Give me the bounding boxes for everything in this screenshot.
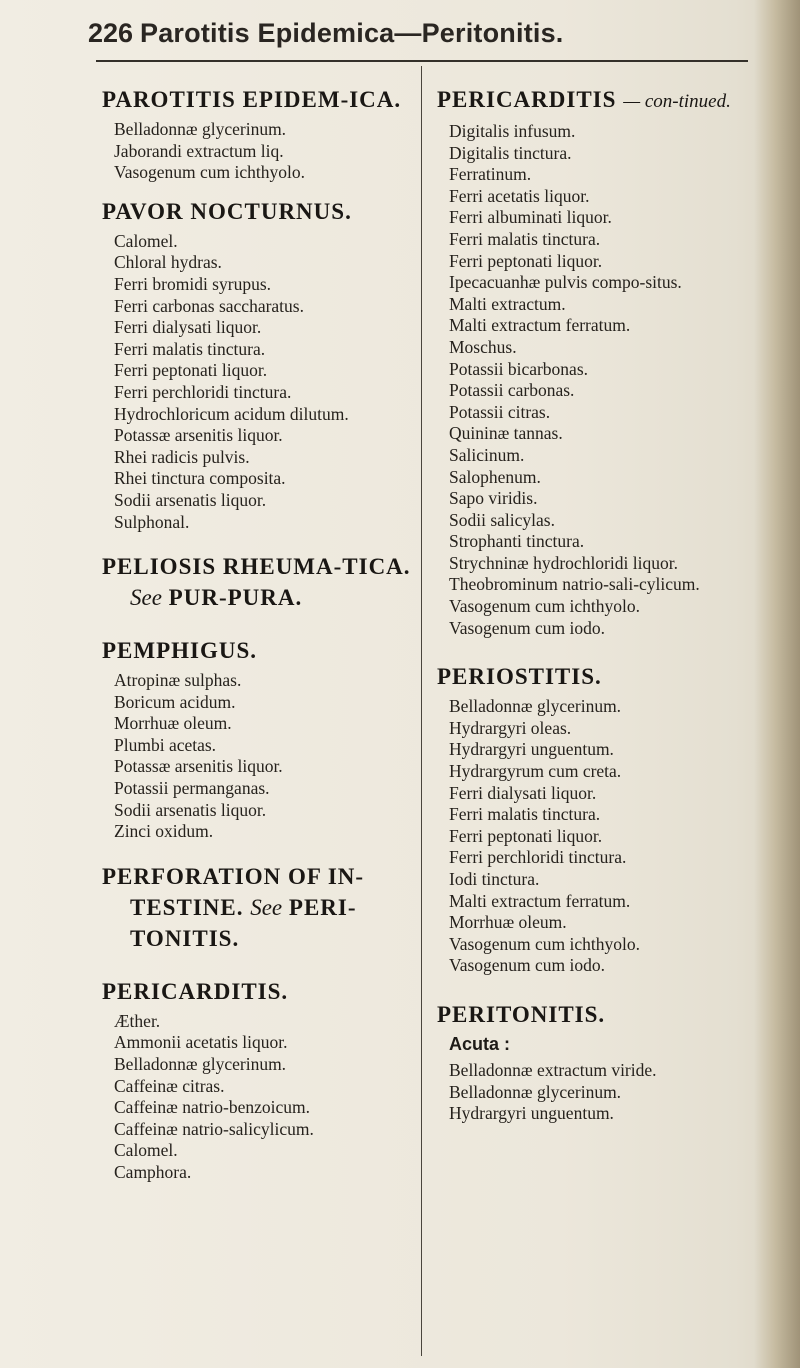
remedy-item: Rhei radicis pulvis. [114, 446, 250, 467]
remedy-item: Salophenum. [449, 466, 541, 487]
remedy-item: Hydrargyri oleas. [449, 717, 572, 738]
remedy-item: Quininæ tannas. [449, 423, 563, 444]
entry-pavor-nocturnus [102, 196, 412, 533]
remedy-item: Iodi tinctura. [449, 869, 540, 889]
entry-heading: PEMPHIGUS. [102, 638, 258, 664]
remedy-item: Plumbi acetas. [114, 734, 217, 755]
remedy-item: Rhei tinctura composita. [114, 468, 286, 489]
remedy-item: Vasogenum cum ichthyolo. [449, 933, 641, 954]
see-reference: See [130, 585, 162, 611]
entry-peritonitis [437, 999, 757, 1125]
remedy-item: Morrhuæ oleum. [114, 713, 232, 734]
remedy-item: Sapo viridis. [449, 488, 538, 509]
remedy-item: Malti extractum. [449, 293, 566, 314]
remedy-item: Moschus. [449, 336, 517, 357]
remedy-item: Æther. [114, 1010, 161, 1031]
remedy-item: Strophanti tinctura. [449, 531, 585, 552]
remedy-item: Potassii citras. [449, 401, 551, 422]
remedy-item: Sulphonal. [114, 511, 190, 532]
remedy-item: Potassæ arsenitis liquor. [114, 756, 283, 777]
remedy-item: Ferri malatis tinctura. [114, 338, 266, 359]
remedy-item: Belladonnæ glycerinum. [114, 119, 287, 139]
remedy-item: Atropinæ sulphas. [114, 670, 242, 691]
entry-heading-text: PERICARDITIS [437, 87, 617, 112]
entry-heading [437, 84, 757, 117]
remedy-item: Ferri acetatis liquor. [449, 185, 590, 206]
entry-heading-text: PELIOSIS RHEUMA-TICA. [102, 554, 411, 580]
remedy-item: Jaborandi extractum liq. [114, 140, 284, 161]
right-column [437, 84, 757, 1125]
entry-heading [102, 861, 412, 954]
entry-heading: PERIOSTITIS. [437, 664, 602, 690]
remedy-item: Vasogenum cum ichthyolo. [449, 596, 641, 617]
remedy-item: Vasogenum cum iodo. [449, 617, 606, 638]
column-divider [421, 66, 422, 1356]
remedy-list [437, 696, 757, 977]
remedy-item: Camphora. [114, 1162, 192, 1182]
see-target: PERI-TONITIS. [130, 894, 357, 951]
header-rule [96, 60, 748, 62]
remedy-item: Calomel. [114, 230, 178, 251]
remedy-item: Zinci oxidum. [114, 821, 214, 842]
remedy-item: Ferri peptonati liquor. [449, 825, 603, 846]
remedy-item: Theobrominum natrio-sali-cylicum. [449, 574, 700, 595]
entry-heading: PERICARDITIS. [102, 978, 289, 1004]
entry-periostitis [437, 661, 757, 977]
remedy-item: Ammonii acetatis liquor. [114, 1032, 288, 1053]
remedy-item: Potassii carbonas. [449, 380, 575, 401]
remedy-item: Ferri perchloridi tinctura. [114, 381, 292, 402]
remedy-item: Chloral hydras. [114, 252, 222, 273]
entry-perforation-of-intestine [102, 861, 412, 954]
remedy-item: Hydrargyrum cum creta. [449, 761, 622, 782]
remedy-list [102, 231, 412, 533]
entry-heading: PAVOR NOCTURNUS. [102, 198, 352, 224]
remedy-list [437, 121, 757, 639]
remedy-list [102, 670, 412, 843]
left-column [102, 84, 412, 1184]
remedy-item: Sodii arsenatis liquor. [114, 799, 267, 820]
remedy-item: Malti extractum ferratum. [449, 890, 631, 911]
entry-heading [102, 551, 412, 613]
remedy-item: Morrhuæ oleum. [449, 912, 567, 933]
remedy-item: Belladonnæ extractum viride. [449, 1059, 657, 1080]
remedy-item: Potassii permanganas. [114, 778, 270, 799]
remedy-item: Ipecacuanhæ pulvis compo-situs. [449, 272, 682, 293]
remedy-item: Ferri bromidi syrupus. [114, 273, 272, 294]
remedy-item: Ferri dialysati liquor. [449, 782, 597, 803]
running-title: Parotitis Epidemica—Peritonitis. [140, 18, 564, 48]
entry-heading: PAROTITIS EPIDEM-ICA. [102, 87, 402, 112]
entry-subheading: Acuta : [449, 1033, 511, 1054]
remedy-item: Strychninæ hydrochloridi liquor. [449, 552, 678, 573]
remedy-item: Calomel. [114, 1140, 178, 1161]
remedy-item: Sodii arsenatis liquor. [114, 489, 267, 510]
remedy-item: Ferri carbonas saccharatus. [114, 295, 304, 316]
see-target: PUR-PURA. [168, 585, 303, 611]
remedy-item: Ferratinum. [449, 164, 532, 185]
entry-heading: PERITONITIS. [437, 1001, 606, 1027]
remedy-item: Salicinum. [449, 444, 525, 465]
entry-heading-text: PERFORATION OF IN-TESTINE. [102, 863, 365, 920]
remedy-item: Ferri perchloridi tinctura. [449, 847, 627, 868]
remedy-item: Belladonnæ glycerinum. [449, 1081, 622, 1102]
remedy-item: Boricum acidum. [114, 691, 236, 712]
entry-parotitis [102, 84, 412, 184]
remedy-item: Ferri peptonati liquor. [114, 360, 268, 381]
remedy-item: Hydrargyri unguentum. [449, 739, 614, 760]
remedy-item: Potassii bicarbonas. [449, 358, 589, 379]
remedy-item: Ferri malatis tinctura. [449, 804, 601, 825]
remedy-item: Ferri malatis tinctura. [449, 228, 601, 249]
remedy-item: Hydrochloricum acidum dilutum. [114, 403, 349, 424]
page-number: 226 [88, 18, 134, 48]
remedy-list [437, 1060, 757, 1125]
remedy-item: Malti extractum ferratum. [449, 315, 631, 336]
remedy-item: Potassæ arsenitis liquor. [114, 425, 283, 446]
remedy-item: Digitalis tinctura. [449, 142, 572, 163]
remedy-item: Vasogenum cum ichthyolo. [114, 162, 306, 183]
continued-label: — con-tinued. [623, 91, 731, 112]
remedy-item: Ferri dialysati liquor. [114, 317, 262, 338]
remedy-item: Belladonnæ glycerinum. [114, 1054, 287, 1075]
remedy-list [102, 119, 412, 184]
remedy-list [102, 1011, 412, 1184]
entry-pericarditis [102, 976, 412, 1184]
remedy-item: Ferri albuminati liquor. [449, 207, 612, 228]
entry-peliosis-rheumatica [102, 551, 412, 613]
remedy-item: Caffeinæ citras. [114, 1075, 225, 1096]
remedy-item: Caffeinæ natrio-salicylicum. [114, 1118, 314, 1139]
entry-pemphigus [102, 635, 412, 843]
page-edge-shadow [754, 0, 800, 1368]
remedy-item: Caffeinæ natrio-benzoicum. [114, 1097, 311, 1118]
remedy-item: Vasogenum cum iodo. [449, 955, 606, 976]
see-reference: See [250, 894, 283, 920]
remedy-item: Sodii salicylas. [449, 509, 555, 530]
remedy-item: Digitalis infusum. [449, 121, 576, 141]
remedy-item: Hydrargyri unguentum. [449, 1103, 614, 1124]
remedy-item: Ferri peptonati liquor. [449, 250, 603, 271]
remedy-item: Belladonnæ glycerinum. [449, 696, 622, 717]
entry-pericarditis-continued [437, 84, 757, 639]
